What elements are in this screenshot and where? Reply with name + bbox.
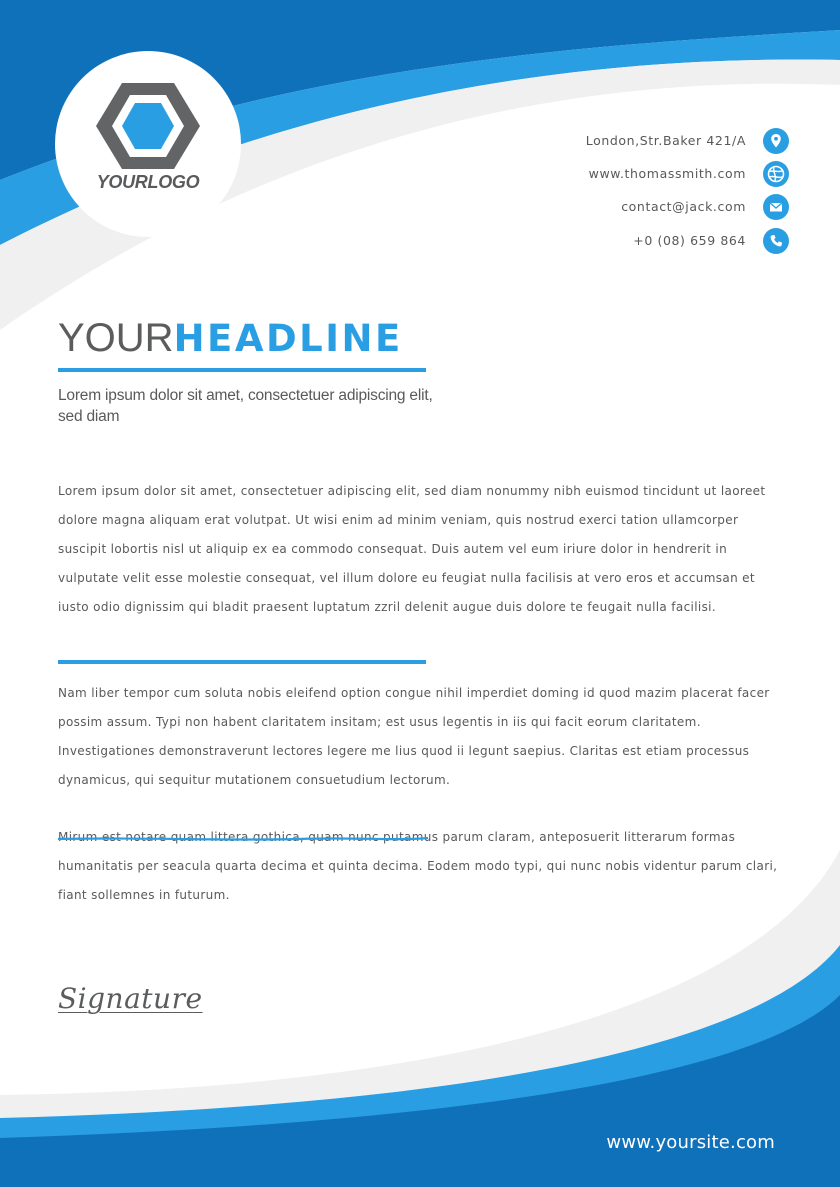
contact-email[interactable]: contact@jack.com bbox=[621, 199, 746, 214]
signature: Signature bbox=[58, 982, 203, 1015]
headline-light: YOUR bbox=[58, 316, 174, 360]
contact-phone: +0 (08) 659 864 bbox=[633, 233, 746, 248]
contact-address: London,Str.Baker 421/A bbox=[585, 133, 746, 148]
body-paragraph-2: Nam liber tempor cum soluta nobis eleifend option congue nihil imperdiet doming id quod mazim placerat facer possim assum. Typi non habent claritatem insitam; est usus legentis in iis qui facit eorum claritatem. Investigationes demonstraverunt lectores legere me lius quod ii legunt saepius. Claritas est etiam processus dynamicus, qui sequitur mutationem consuetudium lectorum. bbox=[58, 686, 770, 787]
headline-underline bbox=[58, 368, 426, 372]
location-pin-icon bbox=[763, 128, 789, 154]
footer-website[interactable]: www.yoursite.com bbox=[606, 1132, 775, 1153]
strikethrough-mark bbox=[58, 836, 428, 842]
hexagon-logo-icon bbox=[96, 83, 200, 169]
logo-text: YOURLOGO bbox=[96, 172, 200, 192]
section-divider bbox=[58, 660, 426, 664]
headline-bold: HEADLINE bbox=[173, 317, 403, 360]
body-paragraph-1: Lorem ipsum dolor sit amet, consectetuer adipiscing elit, sed diam nonummy nibh euismod tincidunt ut laoreet dolore magna aliquam erat volutpat. Ut wisi enim ad minim veniam, quis nostrud exerci tation ullamcorper suscipit lobortis nisl ut aliquip ex ea commodo consequat. Duis autem vel eum iriure dolor in hendrerit in vulputate velit esse molestie consequat, vel illum dolore eu feugiat nulla facilisis at vero eros et accumsan et iusto odio dignissim qui bladit praesent luptatum zzril delenit augue duis dolore te feugait nulla facilisi. bbox=[58, 484, 766, 614]
envelope-icon bbox=[763, 194, 789, 220]
phone-icon bbox=[763, 228, 789, 254]
body-paragraph-3: Mirum est notare quam littera gothica, quam nunc putamus parum claram, anteposuerit litterarum formas humanitatis per seacula quarta decima et quinta decima. Eodem modo typi, qui nunc nobis videntur parum clari, fiant sollemnes in futurum. bbox=[58, 830, 778, 902]
headline bbox=[58, 313, 403, 364]
globe-icon bbox=[763, 161, 789, 187]
contact-website[interactable]: www.thomassmith.com bbox=[588, 166, 746, 181]
subheading: Lorem ipsum dolor sit amet, consectetuer adipiscing elit, sed diam bbox=[58, 387, 433, 425]
